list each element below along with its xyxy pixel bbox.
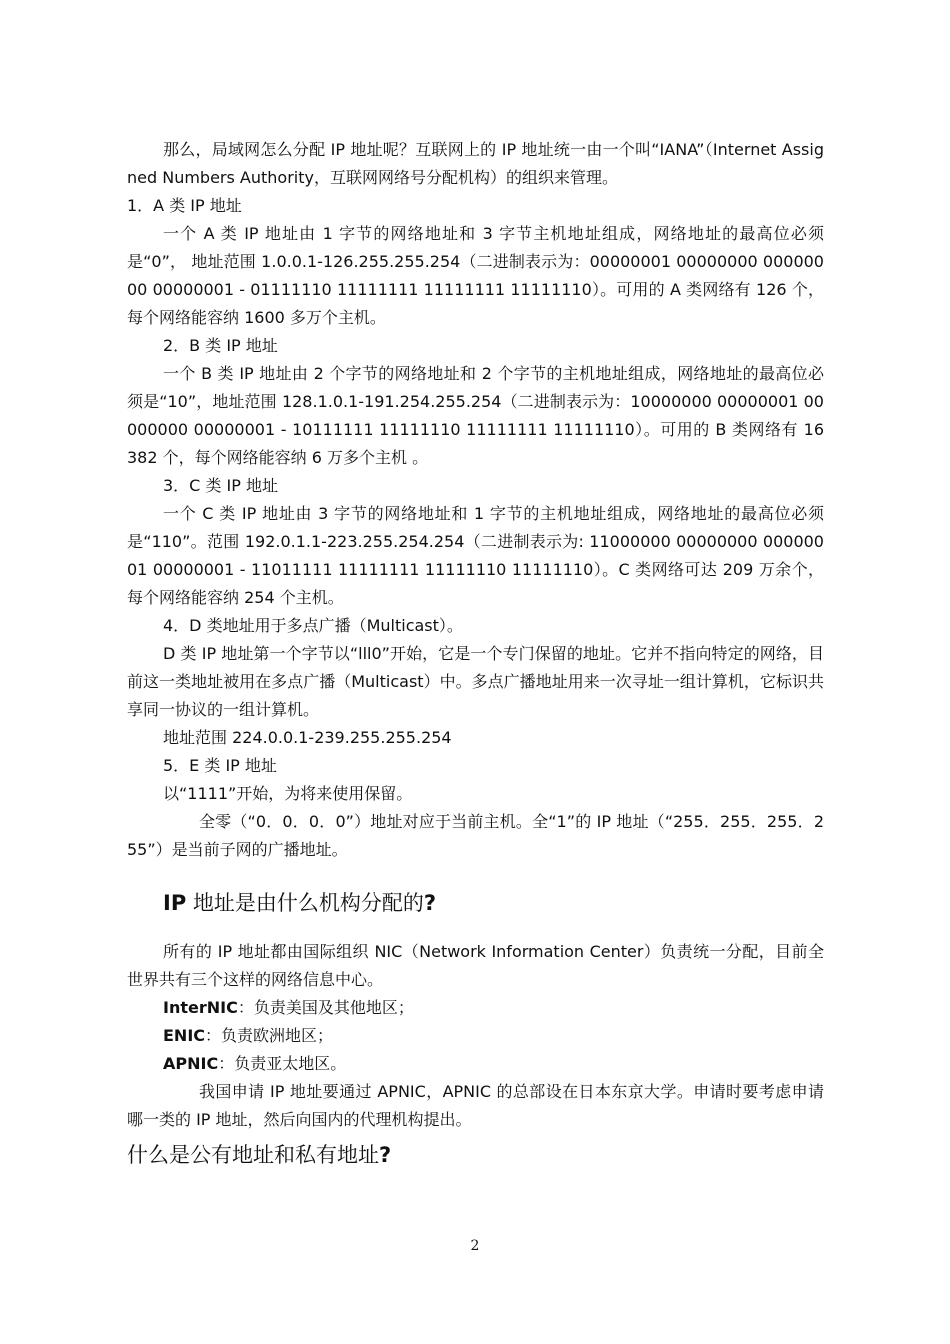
class-e-paragraph: 以“1111”开始，为将来使用保留。 (163, 784, 413, 803)
nic-center-apnic (127, 1050, 824, 1078)
section-3-title-question: ? (379, 1143, 392, 1167)
center-name: ENIC (163, 1026, 206, 1045)
class-b-heading: 2．B 类 IP 地址 (163, 336, 278, 355)
center-desc: ：负责亚太地区。 (218, 1054, 347, 1073)
center-desc: ：负责美国及其他地区； (237, 998, 414, 1017)
page-number: 2 (470, 1238, 480, 1254)
class-e-heading: 5．E 类 IP 地址 (163, 756, 277, 775)
section-3-title (127, 1140, 824, 1170)
page-content (127, 136, 824, 1170)
center-name: InterNIC (163, 998, 238, 1017)
center-name: APNIC (163, 1054, 219, 1073)
section-2-title-prefix: IP (163, 891, 187, 915)
class-c-paragraph: 一个 C 类 IP 地址由 3 字节的网络地址和 1 字节的主机地址组成，网络地址的最高位必须是“110”。范围 192.0.1.1-223.255.254.254（二进制表示为: 11000000 00000000 00000001 00000001 - 11011111 11111111 11111110 11111110）。C 类网络可达 209 万余个，每个网络能容纳 254 个主机。 (127, 504, 824, 607)
class-a-heading: 1．A 类 IP 地址 (127, 196, 242, 215)
class-d-paragraph: D 类 IP 地址第一个字节以“lll0”开始，它是一个专门保留的地址。它并不指向特定的网络，目前这一类地址被用在多点广播（Multicast）中。多点广播地址用来一次寻址一组计算机，它标识共享同一协议的一组计算机。 (127, 644, 824, 719)
special-address-paragraph: 全零（“0．0．0．0”）地址对应于当前主机。全“1”的 IP 地址（“255．255．255．255”）是当前子网的广播地址。 (127, 812, 824, 859)
class-b-paragraph: 一个 B 类 IP 地址由 2 个字节的网络地址和 2 个字节的主机地址组成，网络地址的最高位必须是“10”，地址范围 128.1.0.1-191.254.255.254（二进制表示为：10000000 00000001 00000000 00000001 - 10111111 11111110 11111111 11111110）。可用的 B 类网络有 16382 个，每个网络能容纳 6 万多个主机 。 (127, 364, 824, 467)
nic-center-internic (127, 994, 824, 1022)
class-c-heading: 3．C 类 IP 地址 (163, 476, 278, 495)
nic-center-enic (127, 1022, 824, 1050)
nic-intro-paragraph: 所有的 IP 地址都由国际组织 NIC（Network Information Center）负责统一分配，目前全世界共有三个这样的网络信息中心。 (127, 942, 824, 989)
class-a-paragraph: 一个 A 类 IP 地址由 1 字节的网络地址和 3 字节主机地址组成，网络地址的最高位必须是“0”， 地址范围 1.0.0.1-126.255.255.254（二进制表示为：00000001 00000000 00000000 00000001 - 01111110 11111111 11111111 11111110）。可用的 A 类网络有 126 个，每个网络能容纳 1600 多万个主机。 (127, 224, 824, 327)
section-2-title-question: ? (423, 891, 437, 915)
class-d-heading: 4．D 类地址用于多点广播（Multicast）。 (163, 616, 463, 635)
section-3-title-text: 什么是公有地址和私有地址 (127, 1143, 379, 1167)
center-desc: ：负责欧洲地区； (205, 1026, 334, 1045)
section-2-title (163, 888, 824, 918)
intro-paragraph: 那么，局域网怎么分配 IP 地址呢？互联网上的 IP 地址统一由一个叫“IANA”（Internet Assigned Numbers Authority，互联网网络号分配机构）的组织来管理。 (127, 140, 824, 187)
china-apnic-paragraph: 我国申请 IP 地址要通过 APNIC，APNIC 的总部设在日本东京大学。申请时要考虑申请哪一类的 IP 地址，然后向国内的代理机构提出。 (127, 1082, 824, 1129)
section-2-title-text: 地址是由什么机构分配的 (186, 891, 424, 915)
class-d-range: 地址范围 224.0.0.1-239.255.255.254 (163, 728, 452, 747)
